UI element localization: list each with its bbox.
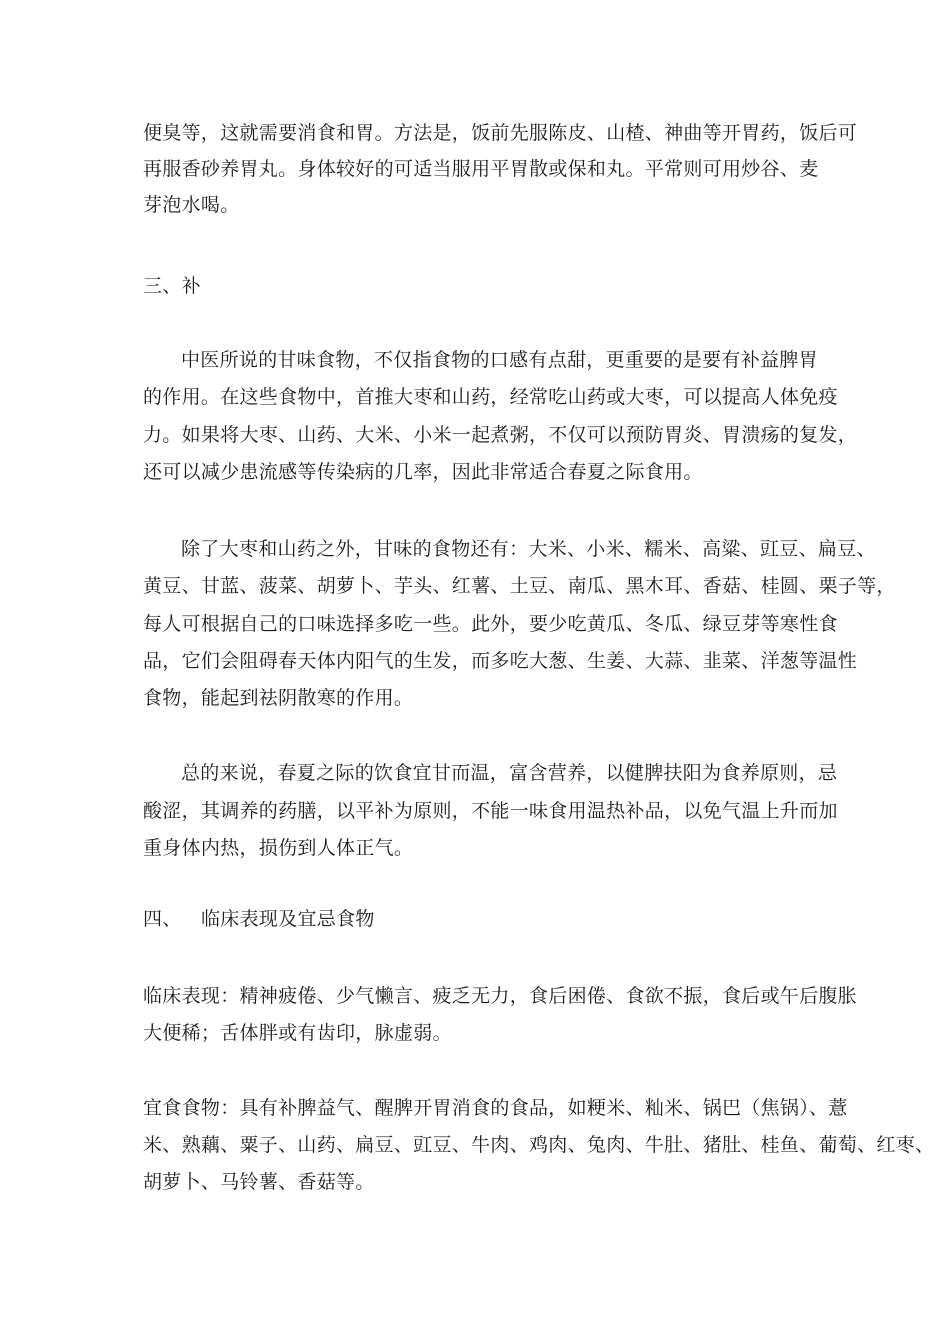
paragraph-line: 酸涩，其调养的药膳，以平补为原则，不能一味食用温热补品，以免气温上升而加: [143, 800, 838, 822]
section-heading-4: [143, 907, 375, 931]
section-heading-3: 三、补: [143, 275, 201, 297]
paragraph-line: 芽泡水喝。: [143, 194, 240, 216]
paragraph-line: 还可以减少患流感等传染病的几率，因此非常适合春夏之际食用。: [143, 461, 703, 483]
paragraph-line: 宜食食物：具有补脾益气、醒脾开胃消食的食品，如粳米、籼米、锅巴（焦锅）、薏: [143, 1097, 848, 1119]
paragraph-line: 品，它们会阻碍春天体内阳气的生发，而多吃大葱、生姜、大蒜、韭菜、洋葱等温性: [143, 650, 858, 672]
paragraph-line: 胡萝卜、马铃薯、香菇等。: [143, 1171, 375, 1193]
paragraph-line: 中医所说的甘味食物，不仅指食物的口感有点甜，更重要的是要有补益脾胃: [181, 349, 818, 371]
section-heading-4-title: 临床表现及宜忌食物: [201, 908, 375, 930]
paragraph-line: 临床表现：精神疲倦、少气懒言、疲乏无力，食后困倦、食欲不振，食后或午后腹胀: [143, 985, 858, 1007]
paragraph-line: 黄豆、甘蓝、菠菜、胡萝卜、芋头、红薯、土豆、南瓜、黑木耳、香菇、桂圆、栗子等，: [143, 575, 896, 597]
paragraph-line: 重身体内热，损伤到人体正气。: [143, 837, 414, 859]
paragraph-line: 食物，能起到祛阴散寒的作用。: [143, 687, 414, 709]
paragraph-line: 的作用。在这些食物中，首推大枣和山药，经常吃山药或大枣，可以提高人体免疫: [143, 386, 838, 408]
paragraph-line: 米、熟藕、粟子、山药、扁豆、豇豆、牛肉、鸡肉、兔肉、牛肚、猪肚、桂鱼、葡萄、红枣、: [143, 1134, 935, 1156]
paragraph-line: 再服香砂养胃丸。身体较好的可适当服用平胃散或保和丸。平常则可用炒谷、麦: [143, 158, 819, 180]
paragraph-line: 除了大枣和山药之外，甘味的食物还有：大米、小米、糯米、高粱、豇豆、扁豆、: [181, 538, 876, 560]
paragraph-line: 便臭等，这就需要消食和胃。方法是，饭前先服陈皮、山楂、神曲等开胃药，饭后可: [143, 122, 858, 144]
section-heading-4-number: 四、: [143, 908, 182, 930]
paragraph-line: 总的来说，春夏之际的饮食宜甘而温，富含营养，以健脾扶阳为食养原则，忌: [181, 762, 838, 784]
paragraph-line: 每人可根据自己的口味选择多吃一些。此外，要少吃黄瓜、冬瓜、绿豆芽等寒性食: [143, 613, 838, 635]
paragraph-line: 力。如果将大枣、山药、大米、小米一起煮粥，不仅可以预防胃炎、胃溃疡的复发，: [143, 424, 858, 446]
paragraph-line: 大便稀；舌体胖或有齿印，脉虚弱。: [143, 1022, 452, 1044]
